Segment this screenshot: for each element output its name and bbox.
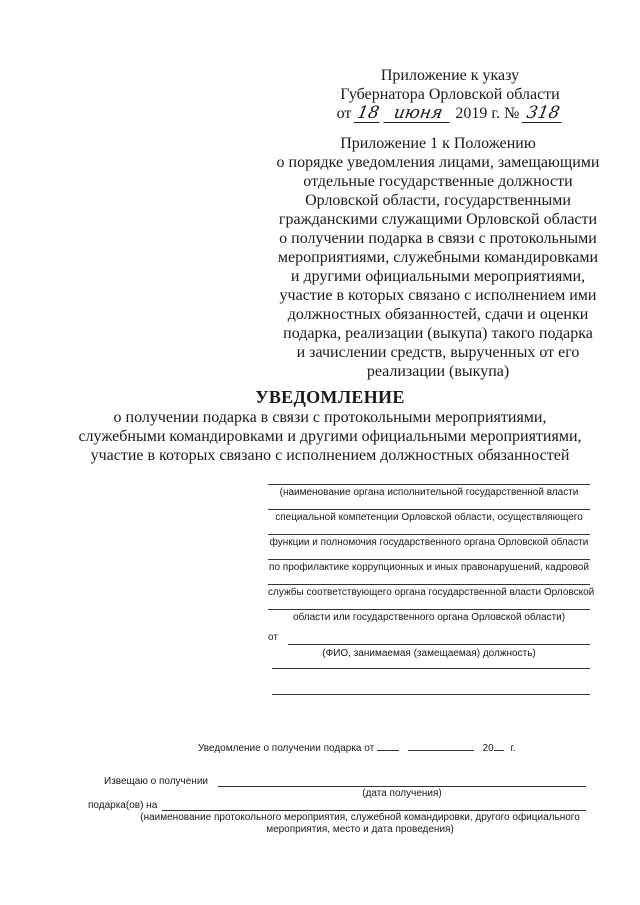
decree-year-number-label: 2019 г. № <box>455 105 520 122</box>
appendix-line: мероприятиями, служебными командировками <box>277 249 599 266</box>
notice-subtitle <box>60 408 600 465</box>
inform-label: Извещаю о получении <box>104 776 208 787</box>
notice-day-field[interactable] <box>377 740 399 751</box>
gift-label: подарка(ов) на <box>88 800 158 811</box>
addressee-caption: службы соответствующего органа государственной власти Орловской <box>268 587 595 598</box>
appendix-line: и другими официальными мероприятиями, <box>290 268 586 285</box>
addressee-field[interactable] <box>268 609 590 634</box>
appendix-line: подарка, реализации (выкупа) такого подарка <box>283 325 593 342</box>
addressee-field[interactable] <box>268 584 595 609</box>
event-field[interactable] <box>162 810 586 811</box>
notice-subtitle-line: о получении подарка в связи с протокольными мероприятиями, <box>113 409 547 426</box>
appendix-line: должностных обязанностей, сдачи и оценки <box>287 306 589 323</box>
addressee-caption: специальной компетенции Орловской области, осуществляющего <box>275 512 583 523</box>
notice-date-label: Уведомление о получении подарка от <box>198 743 375 754</box>
addressee-field[interactable] <box>268 559 590 584</box>
decree-day-handwritten: 18 <box>354 105 383 123</box>
appendix-line: о порядке уведомления лицами, замещающими <box>276 154 600 171</box>
decree-number-handwritten: 318 <box>522 105 565 123</box>
addressee-caption: (наименование органа исполнительной государственной власти <box>279 487 579 498</box>
from-label: от <box>268 632 278 643</box>
appendix-line: гражданскими служащими Орловской области <box>278 211 598 228</box>
addressee-caption: по профилактике коррупционных и иных правонарушений, кадровой <box>269 562 589 573</box>
addressee-field[interactable] <box>268 509 590 534</box>
appendix-line: о получении подарка в связи с протокольными <box>279 230 597 247</box>
appendix-line: и зачислении средств, вырученных от его <box>296 344 580 361</box>
decree-date-row <box>300 104 600 123</box>
notice-date-row <box>198 740 516 754</box>
decree-month-handwritten: июня <box>384 105 453 123</box>
notice-month-field[interactable] <box>408 740 474 751</box>
appendix-line: Приложение 1 к Положению <box>340 135 536 152</box>
notice-subtitle-line: участие в которых связано с исполнением должностных обязанностей <box>90 447 570 464</box>
event-caption-line1: (наименование протокольного мероприятия, служебной командировки, другого официального <box>140 812 580 823</box>
decree-appendix-line2: Губернатора Орловской области <box>340 86 560 103</box>
addressee-field[interactable] <box>268 534 590 559</box>
from-row <box>268 632 590 646</box>
decree-date-ot: от <box>336 105 352 122</box>
event-caption-line2: мероприятия, место и дата проведения) <box>266 824 454 835</box>
appendix-line: участие в которых связано с исполнением ими <box>279 287 597 304</box>
fio-caption: (ФИО, занимаемая (замещаемая) должность) <box>322 648 536 659</box>
notice-title: УВЕДОМЛЕНИЕ <box>255 387 405 407</box>
from-fio-field[interactable] <box>288 644 590 645</box>
notice-year-field[interactable] <box>494 740 504 751</box>
notice-year-suffix: г. <box>510 743 516 754</box>
addressee-caption: функции и полномочия государственного органа Орловской области <box>269 537 589 548</box>
receipt-date-caption: (дата получения) <box>362 788 442 799</box>
appendix-line: Орловской области, государственными <box>305 192 571 209</box>
decree-appendix-header <box>300 66 600 123</box>
appendix-line: отдельные государственные должности <box>303 173 573 190</box>
appendix-line: реализации (выкупа) <box>366 363 510 380</box>
notice-subtitle-line: служебными командировками и другими официальными мероприятиями, <box>78 428 582 445</box>
fio-extra-field[interactable] <box>272 668 590 669</box>
addressee-field[interactable] <box>268 484 590 509</box>
fio-extra-field[interactable] <box>272 694 590 695</box>
notice-year-prefix: 20 <box>482 743 494 754</box>
addressee-block <box>268 484 595 634</box>
addressee-caption: области или государственного органа Орловской области) <box>292 612 566 623</box>
decree-appendix-line1: Приложение к указу <box>380 67 520 84</box>
regulation-appendix-block <box>276 134 600 381</box>
receipt-date-field[interactable] <box>218 786 586 787</box>
